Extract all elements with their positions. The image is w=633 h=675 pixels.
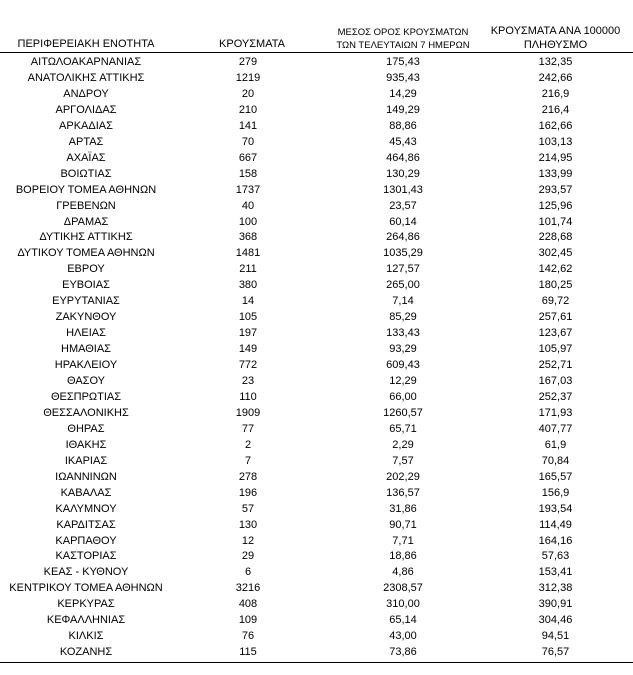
table-row [0,580,633,596]
header-avg7-line2: ΤΩΝ ΤΕΛΕΥΤΑΙΩΝ 7 ΗΜΕΡΩΝ [336,40,470,51]
avg7-cell: 149,29 [386,103,420,116]
cases-cell: 110 [239,390,257,403]
header-region: ΠΕΡΙΦΕΡΕΙΑΚΗ ΕΝΟΤΗΤΑ [17,38,155,50]
region-cell: ΚΑΡΠΑΘΟΥ [55,534,117,547]
cases-cell: 141 [238,119,258,132]
region-cell: ΕΥΒΟΙΑΣ [62,279,110,292]
avg7-cell: 202,29 [386,470,420,483]
cases-cell: 23 [241,375,255,387]
table-row [0,54,633,70]
avg7-cell: 88,86 [389,119,417,132]
table-row [0,548,633,564]
cases-cell: 6 [244,566,252,579]
cases-cell: 76 [241,630,255,643]
region-cell: ΗΜΑΘΙΑΣ [61,343,111,356]
table-row [0,596,633,612]
avg7-cell: 93,29 [389,343,417,356]
avg7-cell: 7,14 [392,295,414,308]
table-row [0,229,633,245]
region-cell: ΚΑΒΑΛΑΣ [60,486,112,499]
region-cell: ΘΕΣΠΡΩΤΙΑΣ [50,390,122,403]
cases-cell: 278 [238,470,258,483]
region-cell: ΚΙΛΚΙΣ [68,630,104,643]
per100k-cell: 153,41 [538,566,573,579]
region-cell: ΚΑΡΔΙΤΣΑΣ [56,518,116,531]
avg7-cell: 609,43 [386,359,420,372]
region-cell: ΑΧΑΪΑΣ [66,151,106,164]
per100k-cell: 76,57 [541,646,570,659]
avg7-cell: 2308,57 [383,582,423,595]
table-row [0,261,633,277]
table-row [0,453,633,469]
header-avg7 [328,26,478,52]
region-cell: ΗΡΑΚΛΕΙΟΥ [54,359,118,372]
avg7-cell: 43,00 [389,630,417,643]
region-cell: ΚΑΛΥΜΝΟΥ [55,502,117,515]
per100k-cell: 132,35 [538,56,573,68]
per100k-cell: 57,63 [541,550,570,563]
table-row [0,373,633,389]
cases-cell: 1481 [235,247,261,260]
cases-cell: 667 [238,151,258,164]
table-row [0,102,633,118]
region-cell: ΓΡΕΒΕΝΩΝ [56,199,116,212]
region-cell: ΔΡΑΜΑΣ [63,215,109,228]
cases-cell: 1909 [235,406,261,419]
region-cell: ΚΕΑΣ - ΚΥΘΝΟΥ [43,566,129,579]
table-row [0,118,633,134]
region-cell: ΙΘΑΚΗΣ [65,438,107,451]
cases-cell: 20 [241,87,255,100]
header-avg7-line1: ΜΕΣΟΣ ΟΡΟΣ ΚΡΟΥΣΜΑΤΩΝ [337,27,469,38]
table-row [0,469,633,485]
per100k-cell: 171,93 [538,406,573,419]
per100k-cell: 242,66 [538,71,573,84]
region-cell: ΔΥΤΙΚΟΥ ΤΟΜΕΑ ΑΘΗΝΩΝ [17,247,155,260]
cases-cell: 14 [241,295,255,308]
table-row [0,198,633,214]
table-row [0,405,633,421]
cases-cell: 2 [244,438,252,451]
per100k-cell: 167,03 [538,375,573,387]
table-row [0,150,633,166]
region-cell: ΘΕΣΣΑΛΟΝΙΚΗΣ [43,406,129,419]
table-row [0,357,633,373]
region-cell: ΚΑΣΤΟΡΙΑΣ [55,550,117,563]
region-cell: ΕΒΡΟΥ [67,263,105,276]
region-cell: ΚΕΦΑΛΛΗΝΙΑΣ [46,614,126,627]
table-row [0,421,633,437]
per100k-cell: 228,68 [538,231,573,244]
cases-cell: 1737 [235,183,261,196]
cases-cell: 149 [238,343,258,356]
table-row [0,501,633,517]
region-cell: ΔΥΤΙΚΗΣ ΑΤΤΙΚΗΣ [39,231,133,244]
cases-cell: 196 [238,486,258,499]
avg7-cell: 18,86 [389,550,417,563]
avg7-cell: 12,29 [389,375,417,387]
avg7-cell: 14,29 [389,87,417,100]
cases-cell: 109 [238,614,258,627]
avg7-cell: 464,86 [386,151,420,164]
per100k-cell: 257,61 [538,311,573,324]
cases-cell: 105 [238,311,258,324]
per100k-cell: 252,71 [538,359,573,372]
table-row [0,293,633,309]
bottom-rule [0,662,633,663]
avg7-cell: 66,00 [389,390,417,403]
avg7-cell: 133,43 [386,327,420,340]
avg7-cell: 175,43 [386,56,420,68]
region-cell: ΑΝΔΡΟΥ [63,87,109,100]
avg7-cell: 7,71 [392,534,414,547]
per100k-cell: 252,37 [538,390,573,403]
per100k-cell: 133,99 [538,167,573,180]
table-row [0,533,633,549]
per100k-cell: 293,57 [538,183,573,196]
region-cell: ΒΟΡΕΙΟΥ ΤΟΜΕΑ ΑΘΗΝΩΝ [15,183,157,196]
per100k-cell: 123,67 [538,327,573,340]
region-cell: ΘΑΣΟΥ [66,375,106,387]
cases-cell: 380 [238,279,258,292]
cases-cell: 115 [239,646,257,659]
region-cell: ΒΟΙΩΤΙΑΣ [60,167,112,180]
region-cell: ΑΡΚΑΔΙΑΣ [59,119,113,132]
avg7-cell: 73,86 [389,646,417,659]
per100k-cell: 216,9 [541,87,570,100]
table-row [0,245,633,261]
header-rule [0,52,633,53]
cases-cell: 279 [238,56,258,68]
cases-cell: 210 [238,103,258,116]
cases-cell: 158 [238,167,258,180]
avg7-cell: 65,71 [389,422,417,435]
per100k-cell: 114,49 [539,518,572,531]
table-row [0,325,633,341]
per100k-cell: 70,84 [541,454,570,467]
table-row [0,70,633,86]
region-cell: ΚΕΝΤΡΙΚΟΥ ΤΟΜΕΑ ΑΘΗΝΩΝ [9,582,163,595]
avg7-cell: 65,14 [389,614,417,627]
avg7-cell: 60,14 [389,215,417,228]
avg7-cell: 130,29 [386,167,420,180]
region-cell: ΑΙΤΩΛΟΑΚΑΡΝΑΝΙΑΣ [30,56,142,68]
table-row [0,182,633,198]
cases-cell: 57 [241,502,255,515]
per100k-cell: 101,74 [538,215,573,228]
table-row [0,341,633,357]
avg7-cell: 127,57 [386,263,420,276]
avg7-cell: 85,29 [389,311,417,324]
per100k-cell: 125,96 [538,199,573,212]
cases-cell: 100 [238,215,258,228]
cases-cell: 772 [238,359,258,372]
avg7-cell: 265,00 [386,279,420,292]
per100k-cell: 61,9 [544,438,567,451]
cases-cell: 197 [238,327,258,340]
per100k-cell: 156,9 [541,486,570,499]
avg7-cell: 310,00 [386,598,420,611]
per100k-cell: 312,38 [538,582,573,595]
region-cell: ΑΡΤΑΣ [68,135,104,148]
region-cell: ΚΕΡΚΥΡΑΣ [57,598,115,611]
region-cell: ΑΡΓΟΛΙΔΑΣ [55,103,117,116]
avg7-cell: 1301,43 [383,183,423,196]
avg7-cell: 136,57 [386,486,420,499]
table-row [0,389,633,405]
region-cell: ΚΟΖΑΝΗΣ [59,646,113,659]
header-cases: ΚΡΟΥΣΜΑΤΑ [219,38,285,50]
table-row [0,214,633,230]
cases-cell: 3216 [235,582,261,595]
table-row [0,612,633,628]
per100k-cell: 193,54 [538,502,573,515]
table-row [0,517,633,533]
avg7-cell: 1260,57 [383,406,423,419]
cases-cell: 368 [238,231,258,244]
per100k-cell: 165,57 [538,470,573,483]
cases-cell: 40 [241,199,255,212]
region-cell: ΙΩΑΝΝΙΝΩΝ [55,470,117,483]
per100k-cell: 164,16 [538,534,573,547]
table-row [0,166,633,182]
avg7-cell: 264,86 [386,231,420,244]
table-row [0,437,633,453]
per100k-cell: 304,46 [538,614,573,627]
region-cell: ΘΗΡΑΣ [67,422,105,435]
region-cell: ΑΝΑΤΟΛΙΚΗΣ ΑΤΤΙΚΗΣ [27,71,145,84]
avg7-cell: 2,29 [392,438,414,451]
avg7-cell: 7,57 [392,454,414,467]
avg7-cell: 935,43 [386,71,420,84]
table-row [0,86,633,102]
per100k-cell: 142,62 [538,263,573,276]
table-row [0,564,633,580]
table-row [0,644,633,660]
cases-cell: 29 [241,550,255,563]
per100k-cell: 407,77 [538,422,573,435]
per100k-cell: 69,72 [541,295,570,308]
cases-cell: 7 [244,454,252,467]
table-row [0,485,633,501]
region-cell: ΗΛΕΙΑΣ [66,327,106,340]
region-cell: ΕΥΡΥΤΑΝΙΑΣ [52,295,120,308]
avg7-cell: 1035,29 [383,247,423,260]
avg7-cell: 4,86 [392,566,414,579]
table-row [0,277,633,293]
header-per100k-line1: ΚΡΟΥΣΜΑΤΑ ΑΝΑ 100000 [490,25,621,37]
per100k-cell: 105,97 [538,343,573,356]
cases-cell: 130 [238,518,258,531]
table-row [0,134,633,150]
avg7-cell: 31,86 [389,502,417,515]
header-per100k-line2: ΠΛΗΘΥΣΜΟ [523,39,588,51]
table-row [0,309,633,325]
per100k-cell: 180,25 [538,279,573,292]
per100k-cell: 390,91 [538,598,573,611]
region-cell: ΖΑΚΥΝΘΟΥ [55,311,117,324]
cases-cell: 408 [238,598,258,611]
cases-cell: 1219 [235,71,261,84]
table-row [0,628,633,644]
per100k-cell: 214,95 [538,151,573,164]
avg7-cell: 23,57 [389,199,417,212]
avg7-cell: 45,43 [389,135,417,148]
cases-cell: 211 [239,263,257,276]
avg7-cell: 90,71 [389,518,417,531]
per100k-cell: 103,13 [538,135,573,148]
header-per100k [478,24,633,52]
cases-cell: 77 [241,422,255,435]
cases-cell: 12 [241,534,255,547]
per100k-cell: 216,4 [541,103,570,116]
per100k-cell: 302,45 [538,247,573,260]
per100k-cell: 94,51 [541,630,570,643]
region-cell: ΙΚΑΡΙΑΣ [64,454,108,467]
per100k-cell: 162,66 [538,119,573,132]
cases-cell: 70 [241,135,255,148]
